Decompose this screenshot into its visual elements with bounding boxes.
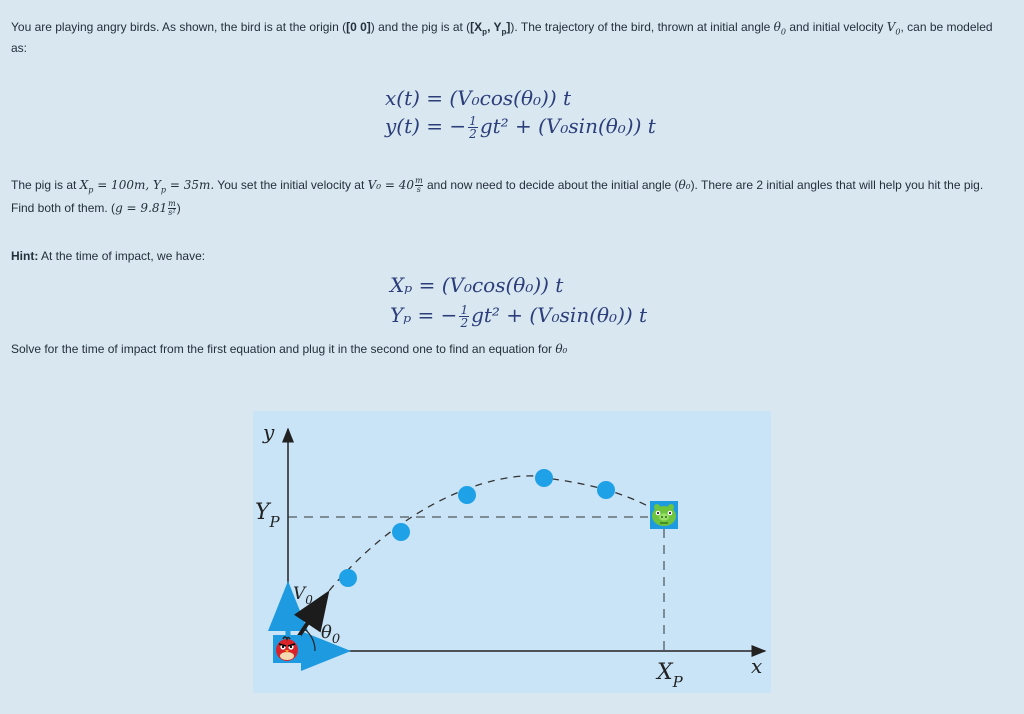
- intro-text-5: , can be modeled: [900, 20, 993, 34]
- problem-text-3: and now need to decide about the initial angle (: [423, 178, 679, 192]
- v0-symbol: $V_0$: [886, 20, 901, 37]
- problem-text-5: Find both of them. (: [11, 201, 116, 216]
- intro-text-3: ). The trajectory of the bird, thrown at initial angle: [510, 20, 774, 34]
- intro-text-4: and initial velocity: [786, 20, 887, 34]
- hint-line: [11, 248, 205, 265]
- y-axis-label: y: [263, 420, 275, 444]
- yp-value: $Y_p = 35m$.: [152, 178, 215, 195]
- impact-equations: [390, 270, 647, 330]
- problem-text-1: The pig is at: [11, 178, 80, 192]
- trajectory-dot: [458, 486, 476, 504]
- trajectory-dot: [392, 523, 410, 541]
- half-fraction: $\frac{1}{2}$: [469, 114, 477, 141]
- x-axis-label: x: [751, 654, 763, 678]
- half-fraction-2: $\frac{1}{2}$: [460, 303, 469, 330]
- xp-label: $X_P$: [657, 660, 683, 691]
- theta0-solve: θ₀: [555, 342, 568, 356]
- hint-text: At the time of impact, we have:: [38, 249, 206, 263]
- theta0-symbol: $\theta_0$: [773, 20, 786, 37]
- xp-equation: Xₚ = (V₀cos(θ₀)) t: [390, 273, 564, 297]
- yp-label: $Y_P$: [255, 500, 280, 531]
- trajectory-equations: [385, 84, 656, 140]
- solve-text: Solve for the time of impact from the first equation and plug it in the second one to find an equation for: [11, 342, 556, 356]
- green-pig-icon: [650, 501, 678, 529]
- pig-position-vector: [$X_p$, $Y_p$]: [470, 20, 511, 37]
- v0-value: V₀ = 40 $\frac{m}{s}$: [367, 176, 423, 194]
- yp-equation: Yₚ = − $\frac{1}{2}$ gt² + (V₀sin(θ₀)) t: [390, 303, 648, 330]
- intro-text-6: as:: [11, 41, 28, 56]
- xp-value: $X_p = 100m$,: [79, 178, 153, 195]
- theta-arc: [303, 628, 315, 651]
- trajectory-dot: [339, 569, 357, 587]
- theta0-inline: θ₀: [678, 178, 691, 192]
- trajectory-dot: [535, 469, 553, 487]
- intro-text-1: You are playing angry birds. As shown, the bird is at the origin (: [11, 20, 347, 34]
- red-angry-bird-icon: [273, 635, 301, 663]
- solve-line: [11, 341, 567, 358]
- problem-paragraph: [11, 176, 1016, 218]
- v0-label: $V_0$: [293, 584, 313, 607]
- problem-text-6: ): [176, 201, 181, 216]
- trajectory-figure: [253, 411, 771, 693]
- theta0-label: $\theta_0$: [321, 622, 341, 647]
- problem-text-2: You set the initial velocity at: [214, 178, 368, 192]
- g-value: g = 9.81 $\frac{m}{\text{s²}}$: [115, 199, 176, 218]
- trajectory-diagram: [253, 411, 771, 693]
- x-equation: x(t) = (V₀cos(θ₀)) t: [385, 86, 572, 110]
- origin-vector: [0 0]: [346, 20, 371, 34]
- intro-paragraph: [11, 19, 1011, 57]
- trajectory-dot: [597, 481, 615, 499]
- problem-text-4: ). There are 2 initial angles that will help you hit the pig.: [690, 178, 984, 192]
- y-equation: y(t) = − $\frac{1}{2}$ gt² + (V₀sin(θ₀)) t: [385, 114, 656, 141]
- intro-text-2: ) and the pig is at (: [370, 20, 471, 34]
- hint-label: Hint:: [11, 249, 39, 263]
